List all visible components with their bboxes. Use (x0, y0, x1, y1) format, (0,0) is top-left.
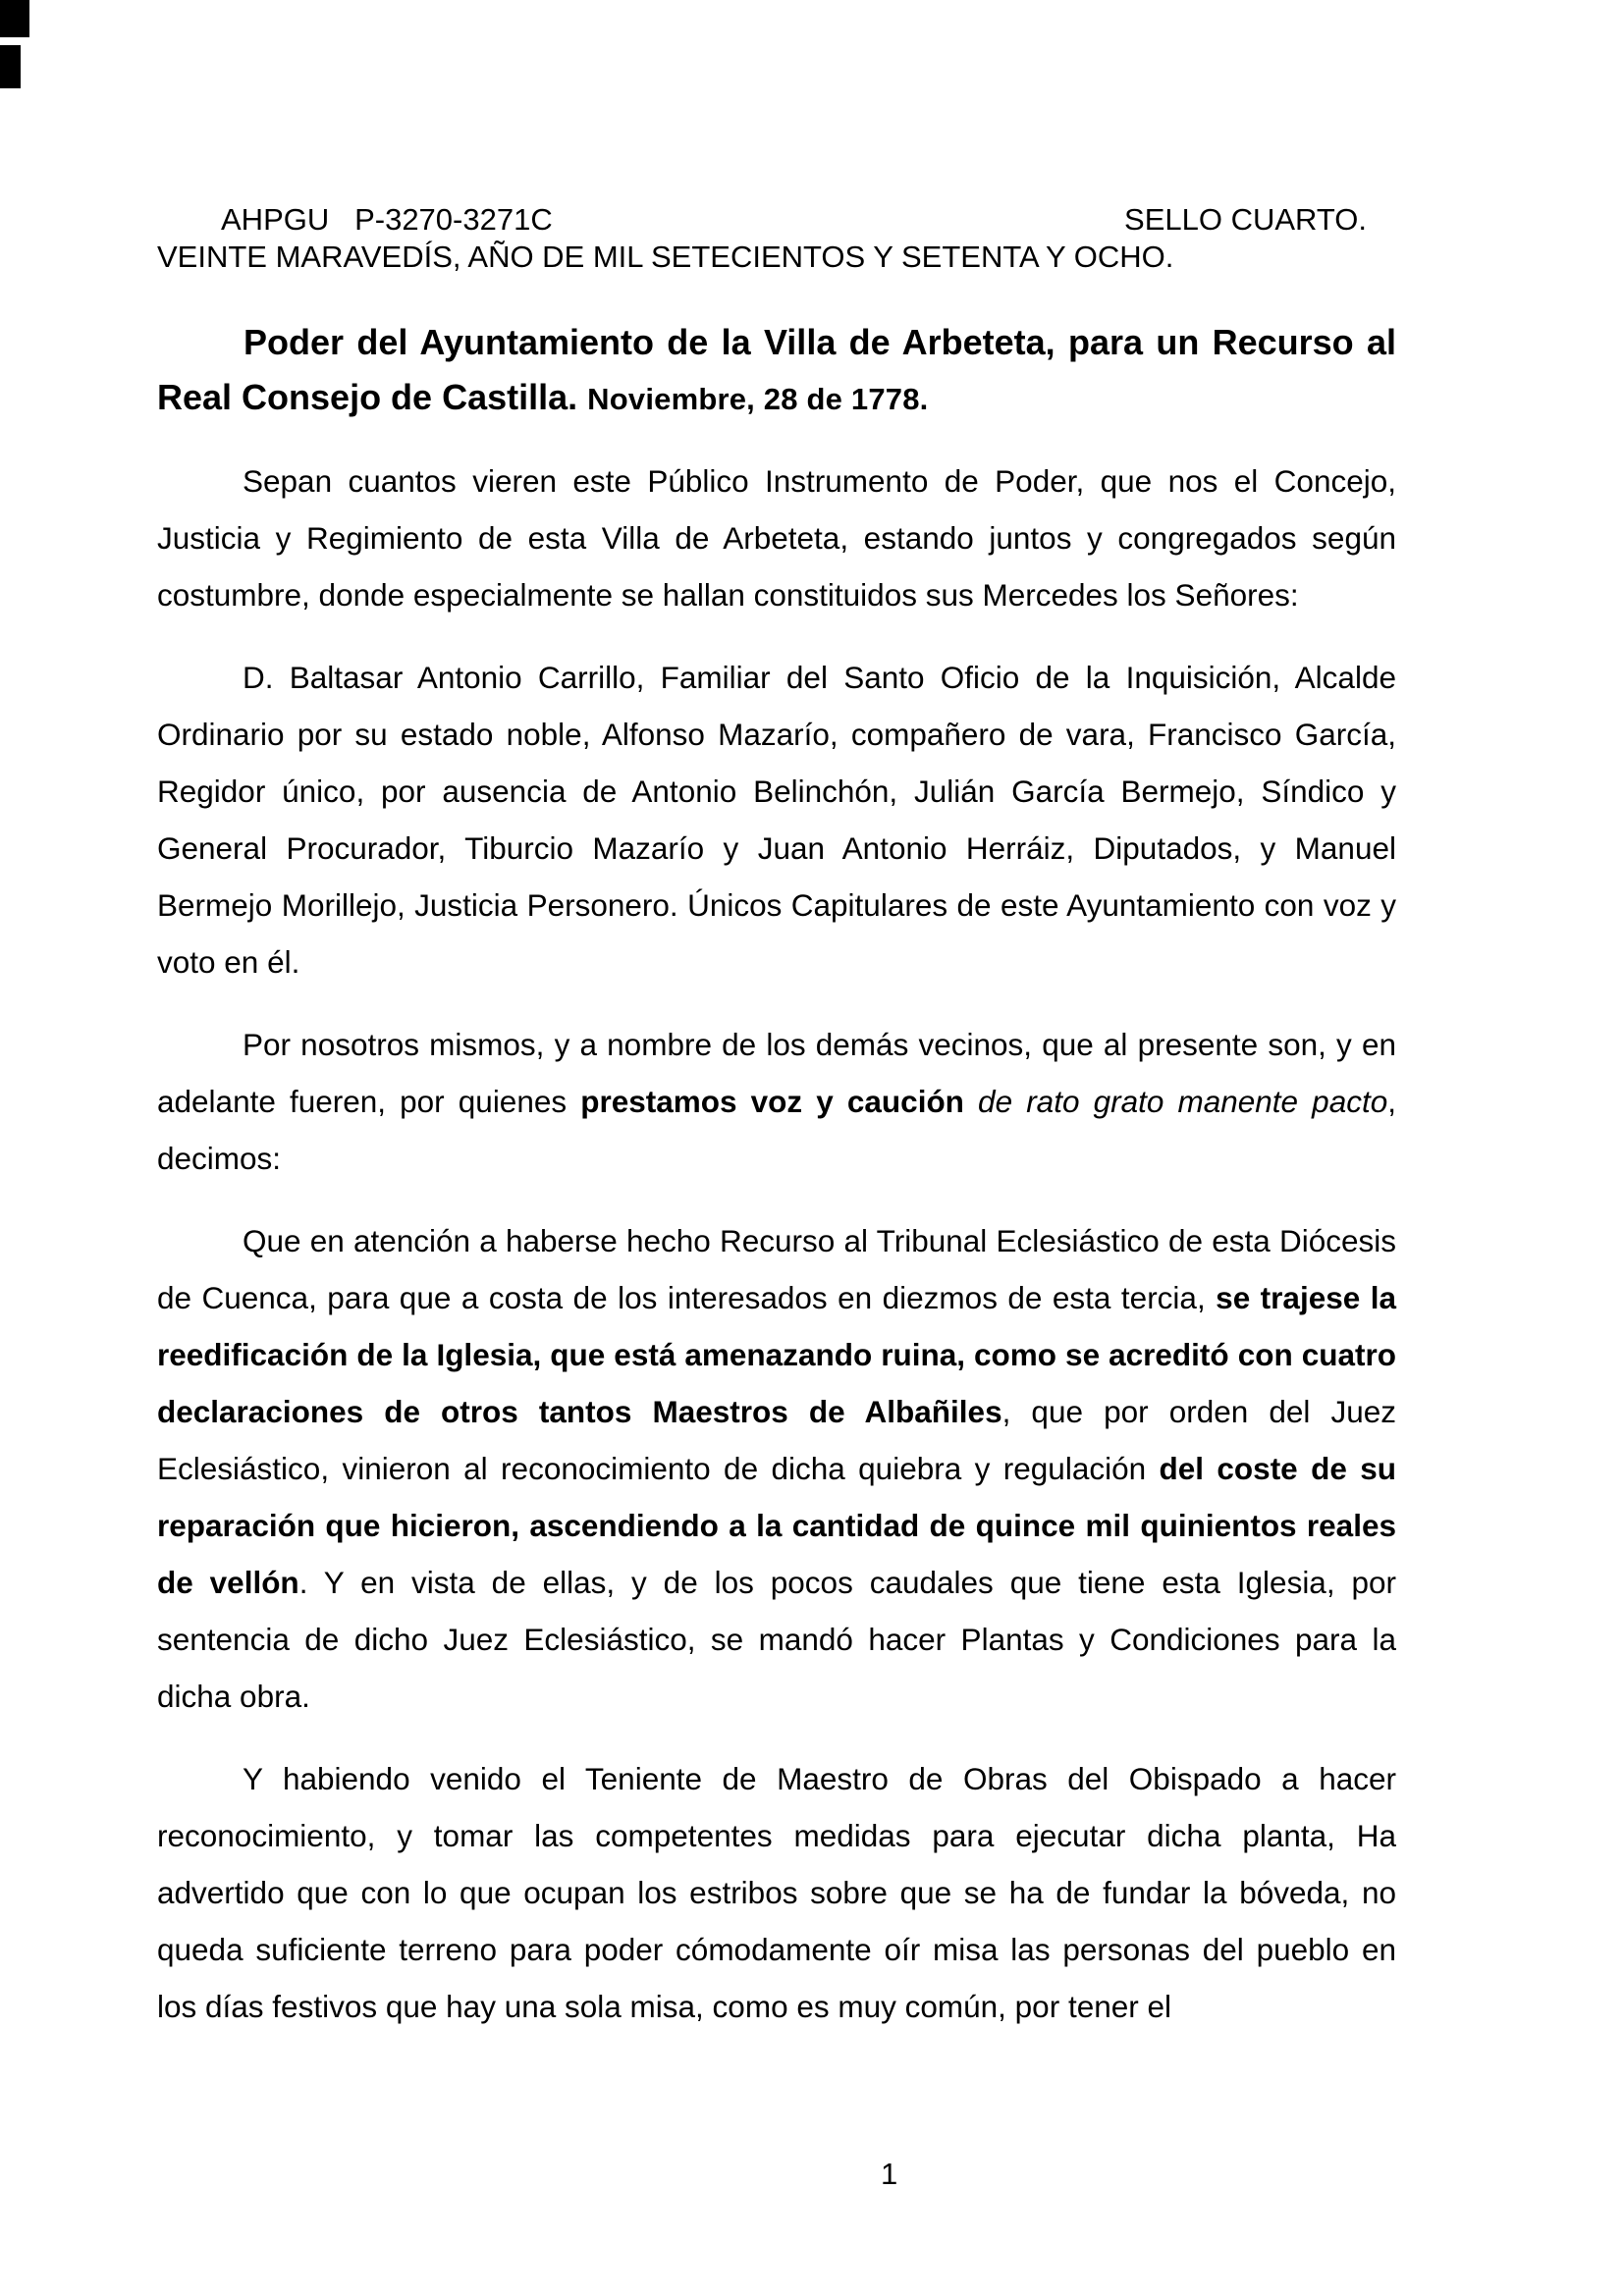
text-segment-bold: se trajese la reedificación de la Iglesia, que está amenazando ruina, como se acreditó con cuatro declaraciones de otros tantos Maestros de Albañiles (157, 1280, 1396, 1429)
scan-artifact (0, 45, 21, 88)
text-segment: . Y en vista de ellas, y de los pocos caudales que tiene esta Iglesia, por sentencia de dicho Juez Eclesiástico, se mandó hacer Plantas y Condiciones para la dicha obra. (157, 1565, 1397, 1714)
text-segment-bold: del coste de su reparación que hicieron, ascendiendo a la cantidad de quince mil quinientos reales de vellón (157, 1451, 1396, 1600)
text-segment: Que en atención a haberse hecho Recurso al Tribunal Eclesiástico de esta Diócesis de Cuenca, para que a costa de los interesados en diezmos de esta tercia, (157, 1223, 1396, 1315)
paragraph-master-builder (157, 1750, 1396, 2035)
page-number: 1 (881, 2157, 898, 2191)
text-segment-italic: de rato grato manente pacto (978, 1084, 1388, 1119)
stamp-line: VEINTE MARAVEDÍS, AÑO DE MIL SETECIENTOS Y SETENTA Y OCHO. (157, 240, 1174, 274)
scan-artifact (0, 0, 29, 37)
text-segment: Sepan cuantos vieren este Público Instrumento de Poder, que nos el Concejo, Justicia y Regimiento de esta Villa de Arbeteta, estando juntos y congregados según costumbre, donde especialmente se hallan constituidos sus Mercedes los Señores: (157, 463, 1396, 613)
paragraph-officials (157, 649, 1396, 990)
text-segment: Y habiendo venido el Teniente de Maestro de Obras del Obispado a hacer reconocimiento, y tomar las competentes medidas para ejecutar dicha planta, Ha advertido que con lo que ocupan los estribos sobre que se ha de fundar la bóveda, no queda suficiente terreno para poder cómodamente oír misa las personas del pueblo en los días festivos que hay una sola misa, como es muy común, por tener el (157, 1761, 1396, 2024)
text-segment: D. Baltasar Antonio Carrillo, Familiar del Santo Oficio de la Inquisición, Alcalde Ordinario por su estado noble, Alfonso Mazarío, compañero de vara, Francisco García, Regidor único, por ausencia de Antonio Belinchón, Julián García Bermejo, Síndico y General Procurador, Tiburcio Mazarío y Juan Antonio Herráiz, Diputados, y Manuel Bermejo Morillejo, Justicia Personero. Únicos Capitulares de este Ayuntamiento con voz y voto en él. (157, 660, 1396, 980)
document-content (157, 201, 1396, 2035)
archive-reference: AHPGU P-3270-3271C (221, 202, 553, 237)
document-title (157, 315, 1396, 427)
paragraph-preamble (157, 453, 1396, 623)
document-body (157, 453, 1396, 2035)
paragraph-representation (157, 1016, 1396, 1187)
seal-label: SELLO CUARTO. (1124, 202, 1367, 237)
text-segment: , que por orden del Juez Eclesiástico, vinieron al reconocimiento de dicha quiebra y regulación (157, 1394, 1397, 1486)
document-header (157, 201, 1396, 239)
text-segment: , decimos: (157, 1084, 1396, 1176)
title-main: Poder del Ayuntamiento de la Villa de Arbeteta, para un Recurso al Real Consejo de Castilla. (157, 322, 1396, 417)
text-segment (964, 1084, 978, 1119)
paragraph-church-repair (157, 1212, 1396, 1725)
text-segment: Por nosotros mismos, y a nombre de los demás vecinos, que al presente son, y en adelante fueren, por quienes (157, 1027, 1396, 1119)
title-date: Noviembre, 28 de 1778. (587, 382, 929, 416)
text-segment-bold: prestamos voz y caución (580, 1084, 964, 1119)
